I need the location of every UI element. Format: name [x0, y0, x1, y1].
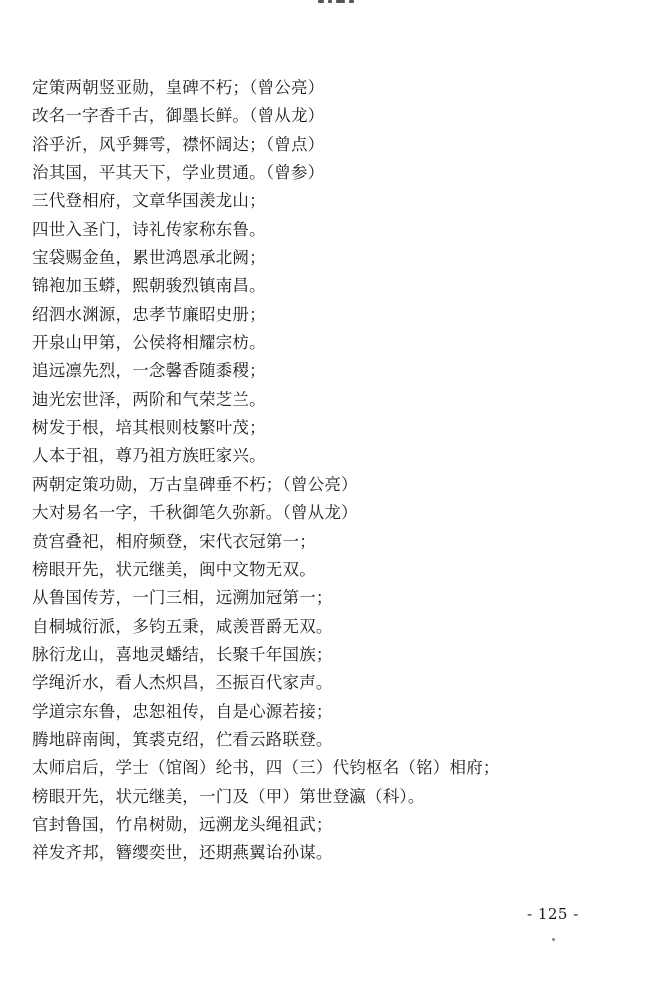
text-line: 祥发齐邦，簪缨奕世，还期燕翼诒孙谋。	[32, 843, 333, 863]
text-line: 改名一字香千古，御墨长鲜。（曾从龙）	[32, 106, 325, 126]
text-line: 树发于根，培其根则枝繁叶茂；	[32, 418, 266, 438]
text-line: 官封鲁国，竹帛树勋，远溯龙头绳祖武；	[32, 814, 333, 834]
scan-artifact	[318, 0, 358, 6]
text-line: 四世入圣门，诗礼传家称东鲁。	[32, 219, 266, 239]
text-line: 自桐城衍派，多钧五秉，咸羡晋爵无双。	[32, 616, 333, 636]
text-line: 两朝定策功勋，万古皇碑垂不朽；（曾公亮）	[32, 474, 358, 494]
text-line: 宝袋赐金鱼，累世鸿恩承北阙；	[32, 248, 266, 268]
text-line: 贲宫叠祀，相府频登，宋代衣冠第一；	[32, 531, 316, 551]
scan-speck	[552, 938, 555, 941]
text-line: 学绳沂水，看人杰炽昌，丕振百代家声。	[32, 673, 333, 693]
text-line: 学道宗东鲁，忠恕祖传，自是心源若接；	[32, 701, 333, 721]
text-line: 腾地辟南闽，箕裘克绍，伫看云路联登。	[32, 729, 333, 749]
text-line: 绍泗水渊源，忠孝节廉昭史册；	[32, 304, 266, 324]
text-line: 治其国，平其天下，学业贯通。（曾参）	[32, 163, 325, 183]
text-line: 三代登相府，文章华国羡龙山；	[32, 191, 266, 211]
text-line: 人本于祖，尊乃祖方族旺家兴。	[32, 446, 266, 466]
text-line: 脉衍龙山，喜地灵蟠结，长聚千年国族；	[32, 644, 333, 664]
text-line: 锦袍加玉蟒，熙朝骏烈镇南昌。	[32, 276, 266, 296]
couplet-text-block	[32, 74, 652, 868]
text-line: 大对易名一字，千秋御笔久弥新。（曾从龙）	[32, 503, 358, 523]
text-line: 追远凛先烈，一念馨香随黍稷；	[32, 361, 266, 381]
text-line: 开泉山甲第，公侯将相耀宗枋。	[32, 333, 266, 353]
page-number: - 125 -	[527, 905, 579, 923]
text-line: 榜眼开先，状元继美，闽中文物无双。	[32, 559, 316, 579]
text-line: 从鲁国传芳，一门三相，远溯加冠第一；	[32, 588, 333, 608]
text-line: 定策两朝竖亚勋，皇碑不朽；（曾公亮）	[32, 78, 325, 97]
text-line: 浴乎沂，风乎舞雩，襟怀阔达；（曾点）	[32, 134, 325, 154]
text-line: 榜眼开先，状元继美，一门及（甲）第世登瀛（科）。	[32, 786, 425, 806]
text-line: 太师启后，学士（馆阁）纶书，四（三）代钧枢名（铭）相府；	[32, 758, 500, 778]
text-line: 迪光宏世泽，两阶和气荣芝兰。	[32, 389, 266, 409]
